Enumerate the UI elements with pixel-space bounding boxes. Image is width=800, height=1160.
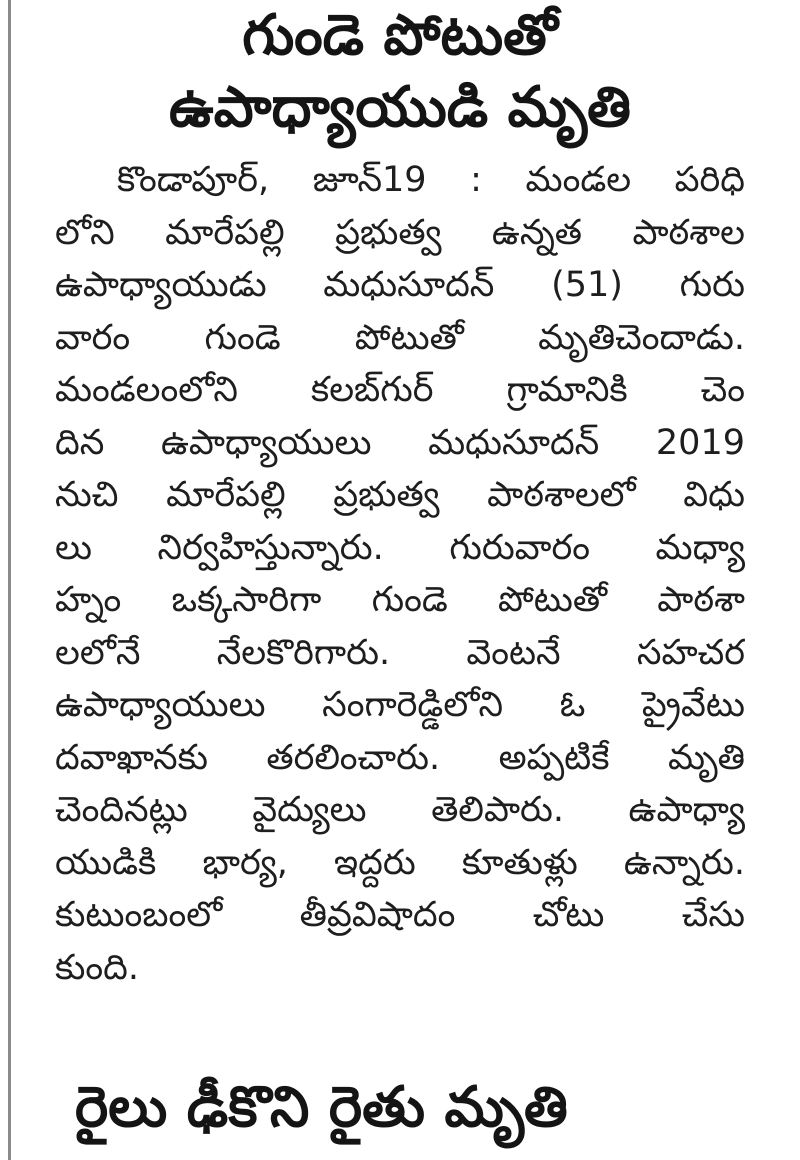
body-line-11: ఉపాధ్యాయులు సంగారెడ్డిలోని ఓ ప్రైవేటు: [55, 685, 745, 725]
body-line-5: మండలంలోని కలబ్‌గుర్ గ్రామానికి చెం: [55, 370, 745, 410]
body-line-15: కుటుంబంలో తీవ్రవిషాదం చోటు చేసు: [55, 895, 745, 935]
body-line-13: చెందినట్లు వైద్యులు తెలిపారు. ఉపాధ్యా: [55, 790, 745, 830]
body-line-10: లలోనే నేలకొరిగారు. వెంటనే సహచర: [55, 632, 745, 673]
body-line-16: కుంది.: [55, 947, 139, 988]
column-divider: [8, 0, 11, 1160]
body-line-3: ఉపాధ్యాయుడు మధుసూదన్ (51) గురు: [55, 265, 745, 305]
article-headline: [55, 0, 745, 144]
body-line-14: యుడికి భార్య, ఇద్దరు కూతుళ్లు ఉన్నారు.: [55, 842, 745, 883]
body-line-1: కొండాపూర్, జూన్19 : మండల పరిధి: [117, 160, 745, 200]
headline-line-1: గుండె పోటుతో: [242, 3, 558, 68]
headline-line-2: ఉపాధ్యాయుడి మృతి: [169, 75, 631, 140]
article-body: [55, 154, 745, 994]
body-line-8: లు నిర్వహిస్తున్నారు. గురువారం మధ్యా: [55, 527, 745, 568]
body-line-7: నుచి మారేపల్లి ప్రభుత్వ పాఠశాలలో విధు: [55, 475, 745, 515]
body-line-6: దిన ఉపాధ్యాయులు మధుసూదన్ 2019: [55, 422, 745, 463]
body-line-2: లోని మారేపల్లి ప్రభుత్వ ఉన్నత పాఠశాల: [55, 212, 745, 253]
body-line-12: దవాఖానకు తరలించారు. అప్పటికే మృతి: [55, 737, 745, 778]
body-line-4: వారం గుండె పోటుతో మృతిచెందాడు.: [55, 317, 745, 358]
body-line-9: హ్నం ఒక్కసారిగా గుండె పోటుతో పాఠశా: [55, 580, 745, 620]
next-article-headline: రైలు ఢీకొని రైతు మృతి: [75, 1075, 568, 1140]
news-article: [55, 0, 745, 994]
